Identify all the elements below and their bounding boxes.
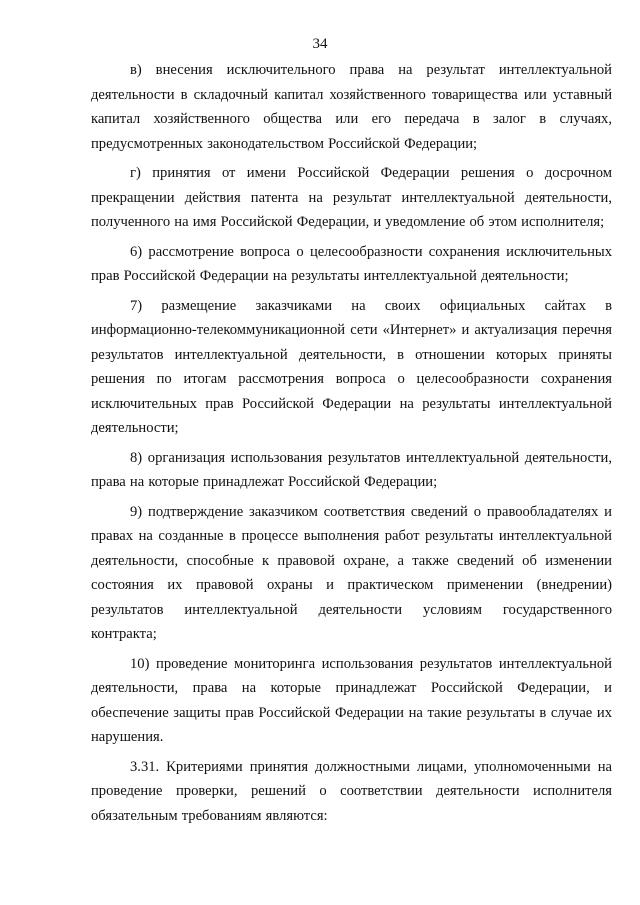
paragraph-7: 7) размещение заказчиками на своих официальных сайтах в информационно-телекоммуникационной сети «Интернет» и актуализация перечня результатов интеллектуальной деятельности, в отношении которых приняты решения по итогам рассмотрения вопроса о целесообразности сохранения исключительных прав Российской Федерации на результаты интеллектуальной деятельности; bbox=[91, 297, 612, 436]
paragraph-9: 9) подтверждение заказчиком соответствия сведений о правообладателях и правах на созданные в процессе выполнения работ результаты интеллектуальной деятельности, способные к правовой охране, а также сведений об изменении состояния их правовой охраны и практическом применении (внедрении) результатов интеллектуальной деятельности условиям государственного контракта; bbox=[91, 503, 612, 642]
paragraph-10: 10) проведение мониторинга использования результатов интеллектуальной деятельности, права на которые принадлежат Российской Федерации, и обеспечение защиты прав Российской Федерации на такие результаты в случае их нарушения. bbox=[91, 655, 612, 745]
paragraph-3-31: 3.31. Критериями принятия должностными лицами, уполномоченными на проведение проверки, решений о соответствии деятельности исполнителя обязательным требованиям являются: bbox=[91, 758, 612, 824]
page-number: 34 bbox=[312, 36, 328, 52]
paragraph-6: 6) рассмотрение вопроса о целесообразности сохранения исключительных прав Российской Федерации на результаты интеллектуальной деятельности; bbox=[91, 243, 612, 284]
paragraph-g: г) принятия от имени Российской Федерации решения о досрочном прекращении действия патента на результат интеллектуальной деятельности, полученного на имя Российской Федерации, и уведомление об этом исполнителя; bbox=[91, 165, 612, 230]
document-body bbox=[91, 58, 612, 833]
paragraph-8: 8) организация использования результатов интеллектуальной деятельности, права на которые принадлежат Российской Федерации; bbox=[91, 449, 612, 490]
paragraph-v: в) внесения исключительного права на результат интеллектуальной деятельности в складочный капитал хозяйственного товарищества или уставный капитал хозяйственного общества или его передача в залог в случаях, предусмотренных законодательством Российской Федерации; bbox=[91, 62, 612, 152]
